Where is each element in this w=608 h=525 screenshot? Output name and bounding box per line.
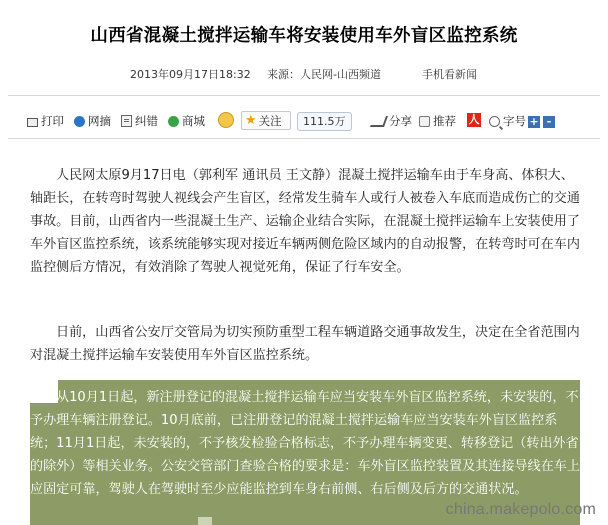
print-icon xyxy=(27,118,38,127)
font-decrease-button[interactable]: - xyxy=(543,116,555,128)
font-increase-button[interactable]: + xyxy=(529,115,539,128)
follow-button[interactable] xyxy=(241,111,291,130)
correction-label: 纠错 xyxy=(135,114,158,128)
people-button[interactable] xyxy=(467,113,481,127)
share-icon xyxy=(370,116,388,127)
paragraph-1: 人民网太原9月17日电（郭利军 通讯员 王文静）混凝土搅拌运输车由于车身高、体积大、轴距长，在转弯时驾驶人视线会产生盲区，经常发生骑车人或行人被卷入车底而造成伤亡的交通事故。目前，山西省内一些混凝土生产、运输企业结合实际，在混凝土搅拌运输车上安装使用了车外盲区监控系统，该系统能够实现对接近车辆两侧危险区域内的自动报警，在转弯时可在车内监控侧后方情况，有效消除了驾驶人视觉死角，保证了行车安全。 xyxy=(30,168,580,275)
emoticon-button[interactable] xyxy=(218,112,234,128)
mall-label: 商城 xyxy=(182,114,205,128)
star-icon: ★ xyxy=(245,113,257,128)
paragraph-2: 日前，山西省公安厅交管局为切实预防重型工程车辆道路交通事故发生，决定在全省范围内对混凝土搅拌运输车安装使用车外盲区监控系统。 xyxy=(30,325,580,363)
font-size-label: 字号 xyxy=(503,114,526,128)
recommend-button[interactable] xyxy=(419,113,456,129)
people-logo-icon: 人 xyxy=(468,113,480,126)
print-label: 打印 xyxy=(41,114,64,128)
article-title: 山西省混凝土搅拌运输车将安装使用车外盲区监控系统 xyxy=(90,26,518,46)
mall-icon xyxy=(168,116,179,127)
share-button[interactable] xyxy=(372,113,412,129)
follow-label: 关注 xyxy=(258,113,282,128)
watermark: china.makepolo.com xyxy=(445,501,596,518)
recommend-icon xyxy=(419,116,430,127)
smiley-icon xyxy=(218,112,234,128)
text-cursor-handle xyxy=(198,517,212,525)
web-excerpt-button[interactable] xyxy=(74,113,111,129)
bookmark-icon xyxy=(74,116,85,127)
magnifier-icon xyxy=(489,116,500,127)
toolbar xyxy=(0,111,608,133)
paragraph-3-selected[interactable]: 从10月1日起，新注册登记的混凝土搅拌运输车应当安装车外盲区监控系统，未安装的，不予办理车辆注册登记。10月底前，已注册登记的混凝土搅拌运输车应当安装车外盲区监控系统；11月1日起，未安装的，不予核发检验合格标志，不予办理车辆变更、转移登记（转出外省的除外）等相关业务。公安交管部门查验合格的要求是：车外盲区监控装置及其连接导线在车上应固定可靠，驾驶人在驾驶时至少应能监控到车身右前侧、右后侧及后方的交通状况。 xyxy=(30,390,580,497)
print-button[interactable] xyxy=(27,113,64,129)
mall-button[interactable] xyxy=(168,113,205,129)
mobile-news-link[interactable]: 手机看新闻 xyxy=(422,68,477,81)
follow-count-badge: 111.5万 xyxy=(297,112,352,131)
web-excerpt-label: 网摘 xyxy=(88,114,111,128)
edit-icon xyxy=(121,115,132,127)
share-label: 分享 xyxy=(389,114,412,128)
correction-button[interactable] xyxy=(121,113,158,129)
divider xyxy=(8,138,600,139)
recommend-label: 推荐 xyxy=(433,114,456,128)
article-datetime: 2013年09月17日18:32 xyxy=(130,68,251,81)
article-source[interactable]: 来源：人民网-山西频道 xyxy=(267,68,381,81)
divider xyxy=(8,95,600,96)
font-size-control xyxy=(489,113,526,129)
